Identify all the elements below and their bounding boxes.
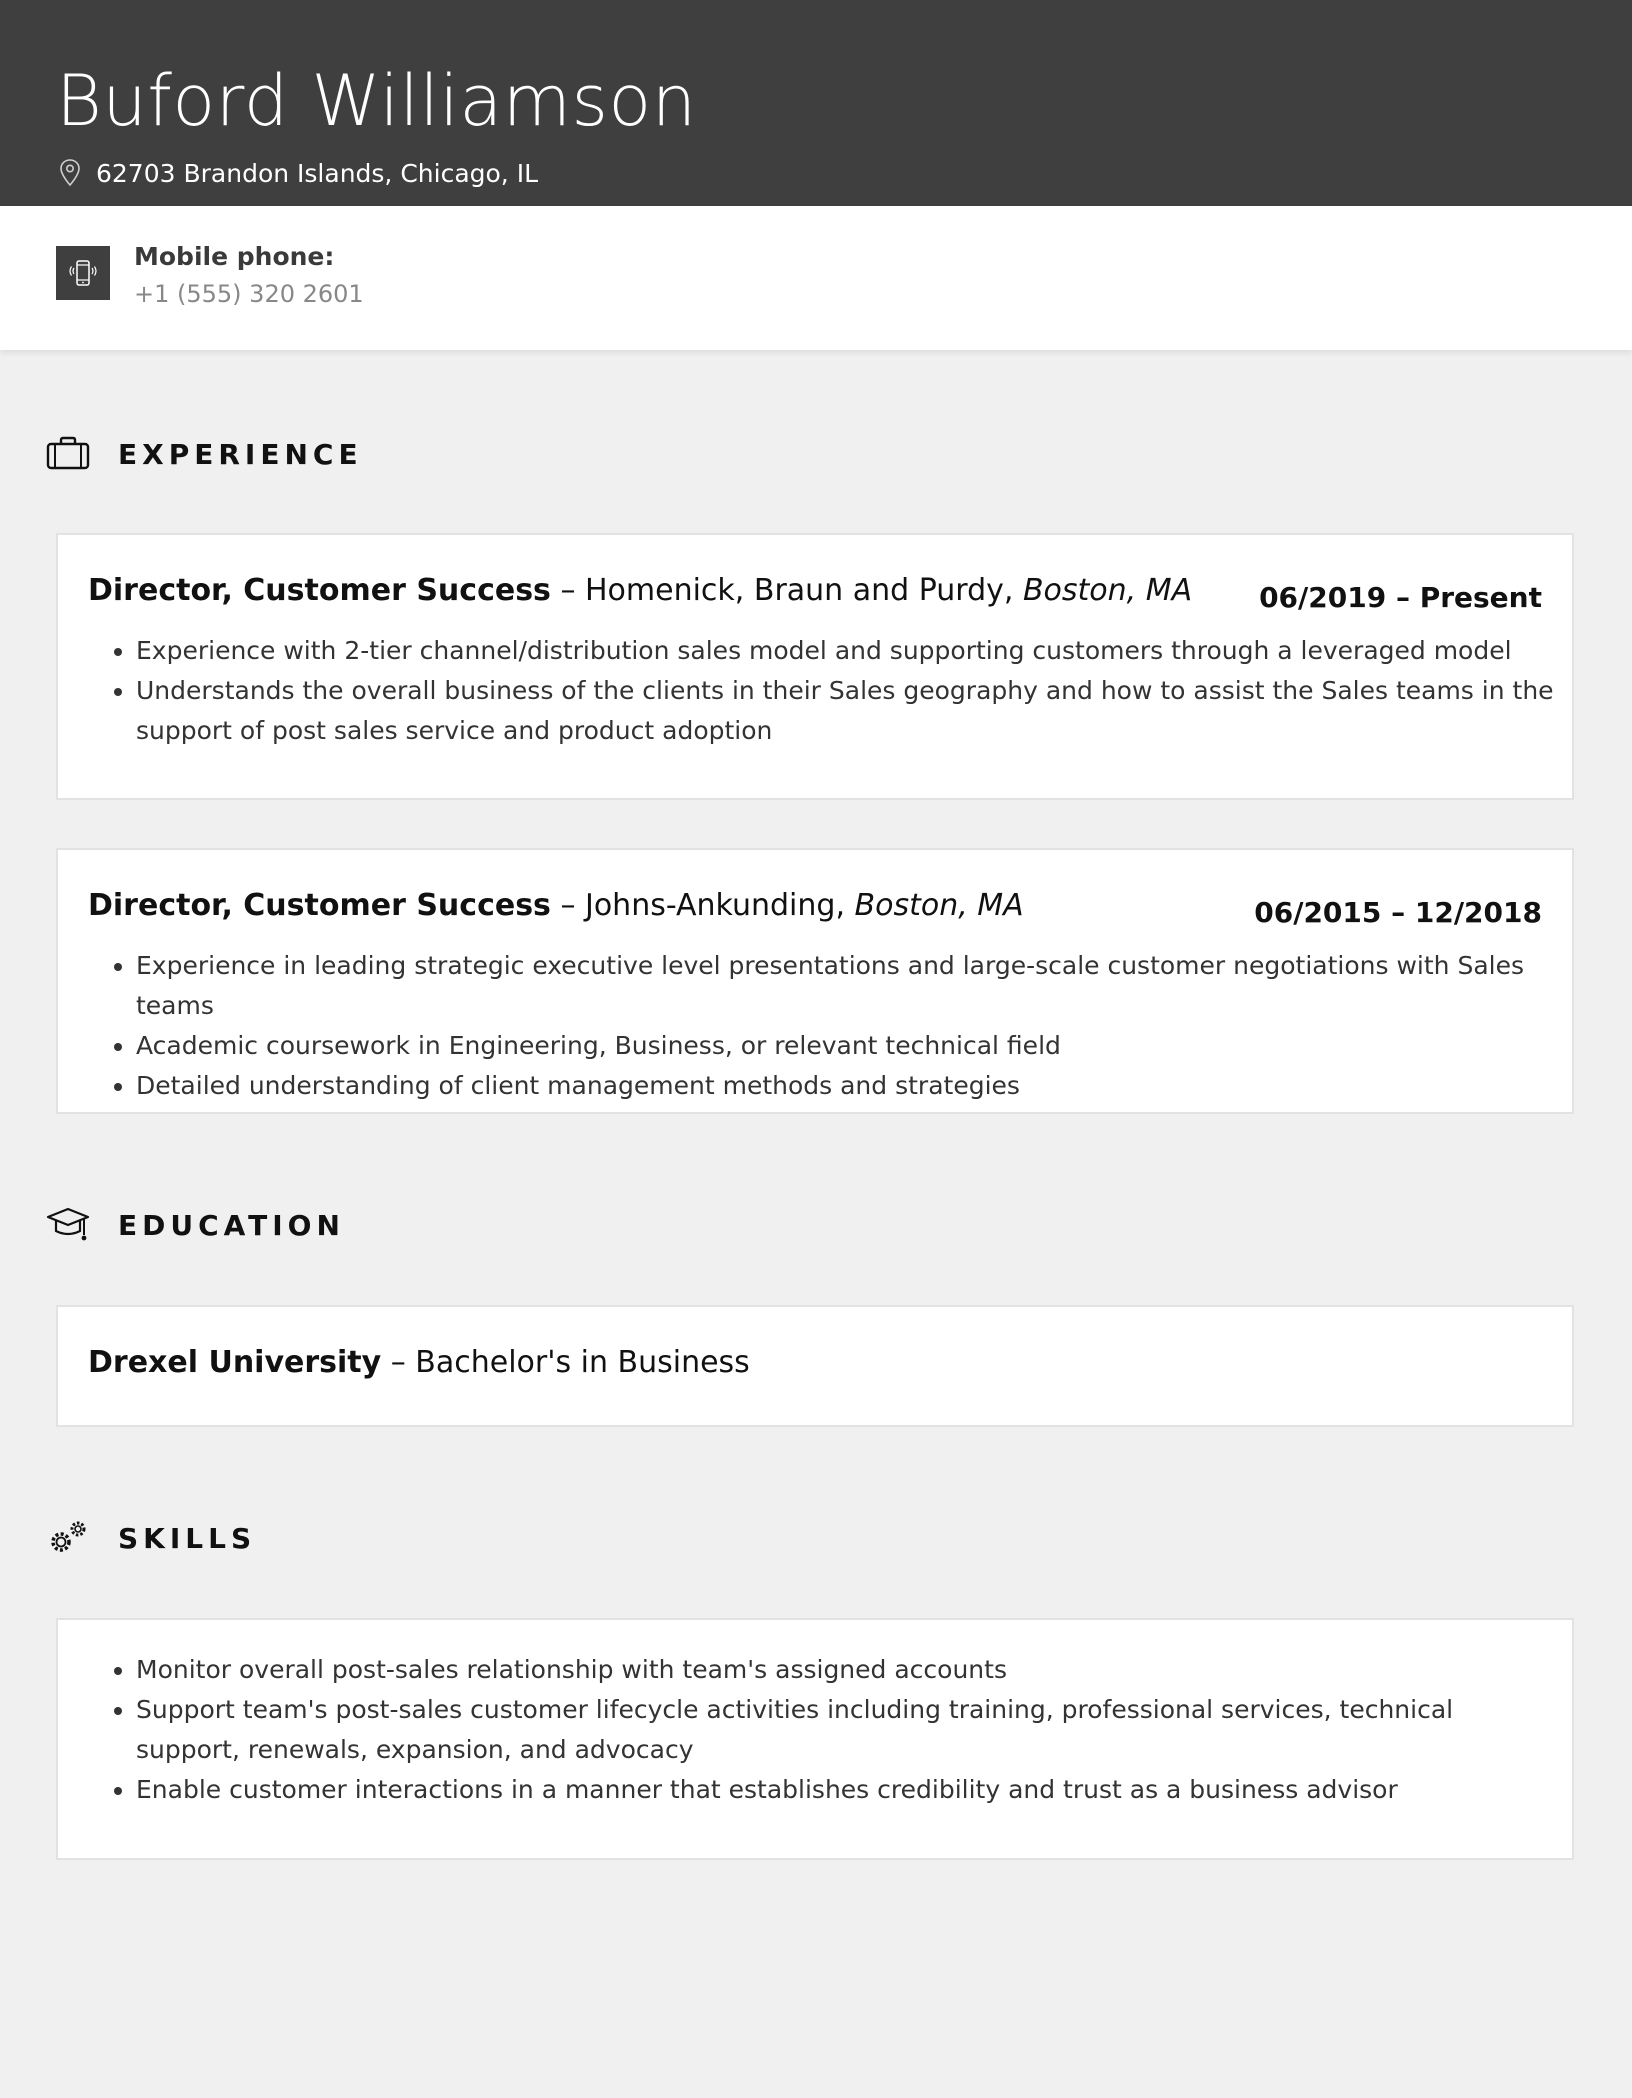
job-card-2 [56,848,1574,1114]
phone-label: Mobile phone: [134,242,335,271]
job-bullets [88,946,1556,1106]
job-title: Director, Customer Success [88,888,551,923]
job-dates: 06/2019 – Present [1259,581,1542,614]
job-bullets [88,631,1556,751]
job-heading [88,888,1024,923]
list-item: • Enable customer interactions in a manner that establishes credibility and trust as a business advisor [136,1770,1556,1810]
job-title: Director, Customer Success [88,573,551,608]
address-row [58,158,538,188]
list-item: • Understands the overall business of the clients in their Sales geography and how to assist the Sales teams in the support of post sales service and product adoption [136,671,1556,751]
skills-list [88,1650,1556,1810]
experience-title: EXPERIENCE [118,437,363,471]
school-name: Drexel University [88,1345,382,1380]
list-item: • Monitor overall post-sales relationship with team's assigned accounts [136,1650,1556,1690]
job-card-1 [56,533,1574,800]
education-heading [46,1205,345,1245]
skills-title: SKILLS [118,1521,257,1555]
phone-icon [66,256,100,290]
list-item: • Academic coursework in Engineering, Business, or relevant technical field [136,1026,1556,1066]
phone-value[interactable]: +1 (555) 320 2601 [134,280,364,308]
skills-card [56,1618,1574,1860]
map-pin-icon [58,158,82,188]
education-entry [88,1345,750,1380]
skills-heading [46,1518,256,1558]
experience-heading [46,434,363,474]
job-company: – Johns-Ankunding, [550,888,855,923]
degree: – Bachelor's in Business [381,1345,750,1380]
job-location: Boston, MA [854,888,1024,923]
list-item: • Support team's post-sales customer lifecycle activities including training, professional services, technical support, renewals, expansion, and advocacy [136,1690,1556,1770]
briefcase-icon [46,434,90,474]
list-item: • Experience with 2-tier channel/distribution sales model and supporting customers through a leveraged model [136,631,1556,671]
list-item: • Detailed understanding of client management methods and strategies [136,1066,1556,1106]
graduation-cap-icon [46,1205,90,1245]
contact-band [0,206,1632,350]
job-dates: 06/2015 – 12/2018 [1254,896,1542,929]
education-title: EDUCATION [118,1208,345,1242]
list-item: • Experience in leading strategic executive level presentations and large-scale customer negotiations with Sales teams [136,946,1556,1026]
resume-header [0,0,1632,206]
address-text: 62703 Brandon Islands, Chicago, IL [96,158,538,188]
phone-icon-box [56,246,110,300]
job-company: – Homenick, Braun and Purdy, [550,573,1023,608]
job-heading [88,573,1192,608]
education-card [56,1305,1574,1427]
job-location: Boston, MA [1022,573,1193,608]
candidate-name: Buford Williamson [56,60,697,142]
gears-icon [46,1518,90,1558]
